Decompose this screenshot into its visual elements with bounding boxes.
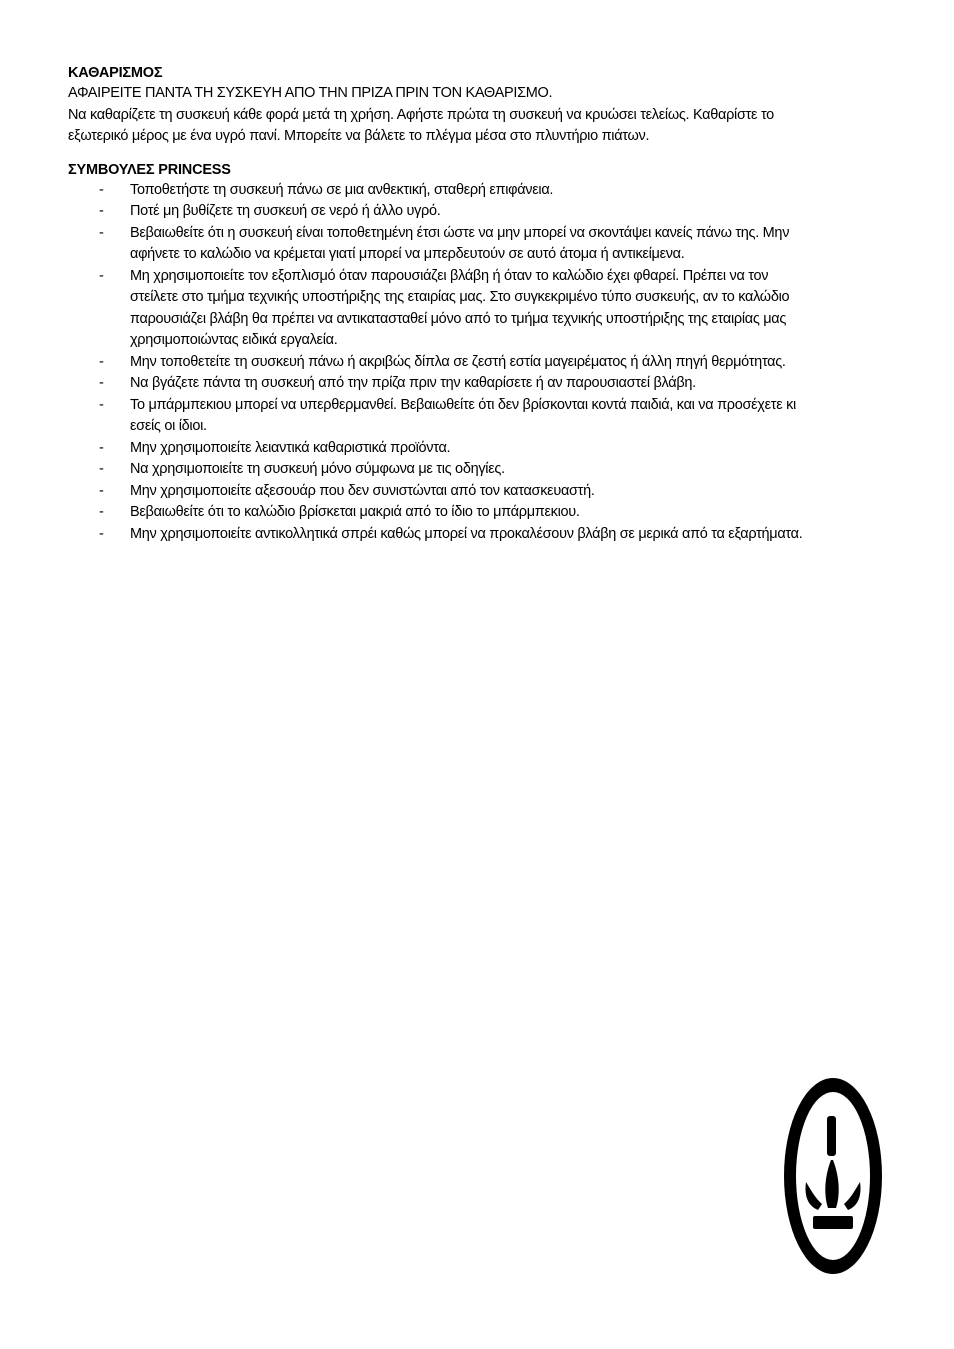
tip-item [68,373,888,395]
tip-item [68,524,888,546]
tips-heading: ΣΥΜΒΟΥΛΕΣ PRINCESS [68,161,231,178]
tip-text-line: στείλετε στο τμήμα τεχνικής υποστήριξης της εταιρίας μας. Στο συγκεκριμένο τύπο συσκευής, αν το καλώδιο [130,289,790,305]
tip-text-line: Μην χρησιμοποιείτε λειαντικά καθαριστικά προϊόντα. [130,439,451,456]
tip-item [68,352,888,374]
cleaning-text-line: εξωτερικό μέρος με ένα υγρό πανί. Μπορείτε να βάλετε το πλέγμα μέσα στο πλυντήριο πιάτων. [68,128,650,144]
bullet-dash: - [99,439,104,456]
tip-item [68,502,888,524]
cleaning-heading: ΚΑΘΑΡΙΣΜΟΣ [68,65,163,81]
bullet-dash: - [99,525,104,542]
tip-item [68,223,888,266]
bullet-dash: - [99,375,104,391]
tip-text-line: Να βγάζετε πάντα τη συσκευή από την πρίζα πριν την καθαρίσετε ή αν παρουσιαστεί βλάβη. [130,375,696,391]
tip-text-line: Βεβαιωθείτε ότι η συσκευή είναι τοποθετημένη έτσι ώστε να μην μπορεί να σκοντάψει κανείς πάνω της. Μην [130,224,790,241]
bullet-dash: - [99,181,104,198]
document-page [68,64,888,545]
tips-section [68,161,888,546]
tip-text-line: Βεβαιωθείτε ότι το καλώδιο βρίσκεται μακριά από το ίδιο το μπάρμπεκιου. [130,504,580,520]
tip-text-line: χρησιμοποιώντας ειδικά εργαλεία. [130,332,338,348]
tip-text-line: Μην χρησιμοποιείτε αντικολλητικά σπρέι καθώς μπορεί να προκαλέσουν βλάβη σε μερικά από τα εξαρτήματα. [130,525,803,542]
bullet-dash: - [99,267,104,284]
tip-item [68,266,888,352]
tip-item [68,180,888,202]
tips-list [68,180,888,546]
tip-text-line: εσείς οι ίδιοι. [130,418,207,434]
bullet-dash: - [99,203,104,219]
tip-item [68,395,888,438]
tip-text-line: Ποτέ μη βυθίζετε τη συσκευή σε νερό ή άλλο υγρό. [130,203,441,219]
bullet-dash: - [99,396,104,413]
cleaning-section [68,64,888,148]
cleaning-text-line: Να καθαρίζετε τη συσκευή κάθε φορά μετά τη χρήση. Αφήστε πρώτα τη συσκευή να κρυώσει τελείως. Καθαρίστε το [68,106,774,123]
tip-text-line: Να χρησιμοποιείτε τη συσκευή μόνο σύμφωνα με τις οδηγίες. [130,461,505,477]
tip-text-line: Το μπάρμπεκιου μπορεί να υπερθερμανθεί. Βεβαιωθείτε ότι δεν βρίσκονται κοντά παιδιά, και να προσέχετε κι [130,396,796,413]
cleaning-warning: ΑΦΑΙΡΕΙΤΕ ΠΑΝΤΑ ΤΗ ΣΥΣΚΕΥΗ ΑΠΟ ΤΗΝ ΠΡΙΖΑ ΠΡΙΝ ΤΟΝ ΚΑΘΑΡΙΣΜΟ. [68,85,553,101]
bullet-dash: - [99,224,104,241]
tip-item [68,459,888,481]
tip-text-line: Τοποθετήστε τη συσκευή πάνω σε μια ανθεκτική, σταθερή επιφάνεια. [130,181,554,198]
tip-text-line: Μην χρησιμοποιείτε αξεσουάρ που δεν συνιστώνται από τον κατασκευαστή. [130,482,595,499]
tip-item [68,438,888,460]
tip-text-line: Μη χρησιμοποιείτε τον εξοπλισμό όταν παρουσιάζει βλάβη ή όταν το καλώδιο έχει φθαρεί. Πρέπει να τον [130,267,769,284]
bullet-dash: - [99,504,104,520]
tip-text-line: Μην τοποθετείτε τη συσκευή πάνω ή ακριβώς δίπλα σε ζεστή εστία μαγειρέματος ή άλλη πηγή θερμότητας. [130,353,786,370]
princess-crown-logo-icon [784,1078,882,1274]
bullet-dash: - [99,461,104,477]
bullet-dash: - [99,482,104,499]
tip-item [68,201,888,223]
tip-text-line: αφήνετε το καλώδιο να κρέμεται γιατί μπορεί να μπερδευτούν σε αυτό άτομα ή αντικείμενα. [130,246,685,262]
bullet-dash: - [99,353,104,370]
tip-text-line: παρουσιάζει βλάβη θα πρέπει να αντικατασταθεί μόνο από το τμήμα τεχνικής υποστήριξης της εταιρίας μας [130,310,787,327]
tip-item [68,481,888,503]
